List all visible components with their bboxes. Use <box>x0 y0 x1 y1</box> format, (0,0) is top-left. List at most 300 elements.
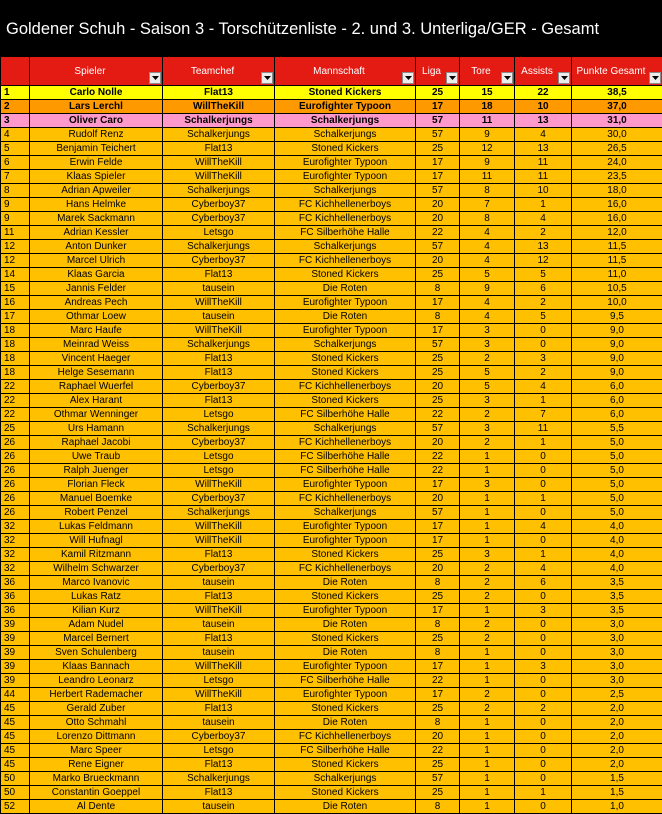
assists-cell: 2 <box>515 296 572 310</box>
table-row <box>1 408 662 422</box>
liga-cell: 57 <box>416 338 460 352</box>
rank-cell: 3 <box>1 114 30 128</box>
rank-cell: 11 <box>1 226 30 240</box>
rank-cell: 32 <box>1 562 30 576</box>
assists-cell: 0 <box>515 646 572 660</box>
goals-cell: 2 <box>460 408 515 422</box>
table-row <box>1 226 662 240</box>
teamchef-cell: Flat13 <box>163 352 275 366</box>
table-body <box>1 86 662 814</box>
teamchef-cell: Schalkerjungs <box>163 184 275 198</box>
team-cell: Die Roten <box>275 716 416 730</box>
goals-cell: 2 <box>460 702 515 716</box>
goals-cell: 8 <box>460 212 515 226</box>
scorer-table <box>0 56 662 814</box>
assists-cell: 3 <box>515 660 572 674</box>
assists-cell: 5 <box>515 310 572 324</box>
assists-cell: 4 <box>515 562 572 576</box>
table-row <box>1 114 662 128</box>
goals-cell: 1 <box>460 520 515 534</box>
teamchef-cell: WillTheKill <box>163 478 275 492</box>
assists-cell: 0 <box>515 772 572 786</box>
liga-cell: 57 <box>416 240 460 254</box>
assists-cell: 0 <box>515 618 572 632</box>
teamchef-cell: Cyberboy37 <box>163 562 275 576</box>
rank-cell: 36 <box>1 576 30 590</box>
table-row <box>1 254 662 268</box>
rank-cell: 26 <box>1 492 30 506</box>
points-cell: 2,5 <box>572 688 662 702</box>
table-row <box>1 268 662 282</box>
column-header-teamchef: Teamchef <box>163 57 275 86</box>
liga-cell: 57 <box>416 184 460 198</box>
rank-cell: 22 <box>1 408 30 422</box>
rank-cell: 18 <box>1 352 30 366</box>
team-cell: FC Silberhöhe Halle <box>275 464 416 478</box>
teamchef-cell: tausein <box>163 646 275 660</box>
table-row <box>1 184 662 198</box>
goals-cell: 11 <box>460 114 515 128</box>
column-header-spieler: Spieler <box>30 57 163 86</box>
rank-cell: 39 <box>1 674 30 688</box>
player-cell: Florian Fleck <box>30 478 163 492</box>
goals-cell: 9 <box>460 282 515 296</box>
table-row <box>1 352 662 366</box>
dropdown-arrow-icon[interactable] <box>446 72 458 84</box>
liga-cell: 25 <box>416 758 460 772</box>
page-title: Goldener Schuh - Saison 3 - Torschützenliste - 2. und 3. Unterliga/GER - Gesamt <box>0 0 662 56</box>
teamchef-cell: Flat13 <box>163 548 275 562</box>
liga-cell: 22 <box>416 226 460 240</box>
goals-cell: 1 <box>460 800 515 814</box>
rank-cell: 50 <box>1 772 30 786</box>
team-cell: Stoned Kickers <box>275 394 416 408</box>
rank-cell: 14 <box>1 268 30 282</box>
assists-cell: 0 <box>515 800 572 814</box>
table-row <box>1 744 662 758</box>
liga-cell: 25 <box>416 590 460 604</box>
goals-cell: 2 <box>460 632 515 646</box>
teamchef-cell: Flat13 <box>163 786 275 800</box>
table-row <box>1 240 662 254</box>
rank-cell: 26 <box>1 506 30 520</box>
assists-cell: 0 <box>515 744 572 758</box>
rank-cell: 52 <box>1 800 30 814</box>
player-cell: Uwe Traub <box>30 450 163 464</box>
teamchef-cell: tausein <box>163 282 275 296</box>
rank-cell: 45 <box>1 716 30 730</box>
player-cell: Adrian Apweiler <box>30 184 163 198</box>
liga-cell: 20 <box>416 562 460 576</box>
table-row <box>1 590 662 604</box>
player-cell: Marek Sackmann <box>30 212 163 226</box>
teamchef-cell: WillTheKill <box>163 520 275 534</box>
dropdown-arrow-icon[interactable] <box>402 72 414 84</box>
points-cell: 18,0 <box>572 184 662 198</box>
team-cell: Schalkerjungs <box>275 772 416 786</box>
team-cell: Eurofighter Typoon <box>275 520 416 534</box>
table-row <box>1 86 662 100</box>
liga-cell: 8 <box>416 282 460 296</box>
assists-cell: 0 <box>515 534 572 548</box>
teamchef-cell: Schalkerjungs <box>163 114 275 128</box>
assists-cell: 13 <box>515 240 572 254</box>
rank-cell: 6 <box>1 156 30 170</box>
assists-cell: 13 <box>515 114 572 128</box>
team-cell: Die Roten <box>275 576 416 590</box>
table-row <box>1 674 662 688</box>
teamchef-cell: Letsgo <box>163 226 275 240</box>
player-cell: Rene Eigner <box>30 758 163 772</box>
dropdown-arrow-icon[interactable] <box>149 72 161 84</box>
goals-cell: 3 <box>460 422 515 436</box>
rank-cell: 32 <box>1 520 30 534</box>
teamchef-cell: tausein <box>163 576 275 590</box>
rank-cell: 9 <box>1 198 30 212</box>
goals-cell: 4 <box>460 226 515 240</box>
player-cell: Marc Haufe <box>30 324 163 338</box>
liga-cell: 17 <box>416 604 460 618</box>
player-cell: Meinrad Weiss <box>30 338 163 352</box>
teamchef-cell: tausein <box>163 800 275 814</box>
teamchef-cell: Flat13 <box>163 702 275 716</box>
points-cell: 5,0 <box>572 450 662 464</box>
rank-cell: 26 <box>1 478 30 492</box>
dropdown-arrow-icon[interactable] <box>558 72 570 84</box>
teamchef-cell: Letsgo <box>163 464 275 478</box>
goals-cell: 1 <box>460 716 515 730</box>
goals-cell: 4 <box>460 254 515 268</box>
points-cell: 9,0 <box>572 352 662 366</box>
goals-cell: 1 <box>460 786 515 800</box>
rank-cell: 39 <box>1 646 30 660</box>
team-cell: Stoned Kickers <box>275 352 416 366</box>
goals-cell: 18 <box>460 100 515 114</box>
player-cell: Hans Helmke <box>30 198 163 212</box>
teamchef-cell: WillTheKill <box>163 170 275 184</box>
teamchef-cell: WillTheKill <box>163 534 275 548</box>
liga-cell: 17 <box>416 478 460 492</box>
teamchef-cell: tausein <box>163 310 275 324</box>
team-cell: FC Silberhöhe Halle <box>275 226 416 240</box>
table-row <box>1 436 662 450</box>
table-row <box>1 604 662 618</box>
rank-cell: 2 <box>1 100 30 114</box>
goals-cell: 2 <box>460 576 515 590</box>
table-row <box>1 520 662 534</box>
points-cell: 16,0 <box>572 212 662 226</box>
goals-cell: 1 <box>460 464 515 478</box>
assists-cell: 11 <box>515 156 572 170</box>
rank-cell: 17 <box>1 310 30 324</box>
assists-cell: 2 <box>515 226 572 240</box>
team-cell: Stoned Kickers <box>275 142 416 156</box>
goals-cell: 1 <box>460 758 515 772</box>
goals-cell: 5 <box>460 268 515 282</box>
team-cell: Eurofighter Typoon <box>275 156 416 170</box>
team-cell: Stoned Kickers <box>275 366 416 380</box>
points-cell: 3,5 <box>572 576 662 590</box>
team-cell: Schalkerjungs <box>275 128 416 142</box>
dropdown-arrow-icon[interactable] <box>501 72 513 84</box>
points-cell: 37,0 <box>572 100 662 114</box>
points-cell: 9,5 <box>572 310 662 324</box>
table-row <box>1 758 662 772</box>
goals-cell: 1 <box>460 492 515 506</box>
liga-cell: 25 <box>416 632 460 646</box>
table-row <box>1 128 662 142</box>
team-cell: Die Roten <box>275 282 416 296</box>
table-row <box>1 618 662 632</box>
table-row <box>1 156 662 170</box>
team-cell: Eurofighter Typoon <box>275 688 416 702</box>
table-row <box>1 730 662 744</box>
team-cell: FC Silberhöhe Halle <box>275 408 416 422</box>
rank-cell: 18 <box>1 324 30 338</box>
liga-cell: 17 <box>416 156 460 170</box>
table-row <box>1 380 662 394</box>
assists-cell: 5 <box>515 268 572 282</box>
points-cell: 3,0 <box>572 618 662 632</box>
table-row <box>1 478 662 492</box>
points-cell: 4,0 <box>572 520 662 534</box>
team-cell: FC Kichhellenerboys <box>275 492 416 506</box>
table-row <box>1 548 662 562</box>
player-cell: Othmar Loew <box>30 310 163 324</box>
goals-cell: 3 <box>460 394 515 408</box>
team-cell: Eurofighter Typoon <box>275 324 416 338</box>
assists-cell: 0 <box>515 590 572 604</box>
rank-cell: 36 <box>1 590 30 604</box>
goals-cell: 2 <box>460 688 515 702</box>
player-cell: Oliver Caro <box>30 114 163 128</box>
points-cell: 5,0 <box>572 436 662 450</box>
points-cell: 10,5 <box>572 282 662 296</box>
liga-cell: 8 <box>416 800 460 814</box>
dropdown-arrow-icon[interactable] <box>649 72 661 84</box>
teamchef-cell: WillTheKill <box>163 604 275 618</box>
goals-cell: 2 <box>460 352 515 366</box>
liga-cell: 22 <box>416 744 460 758</box>
table-row <box>1 800 662 814</box>
player-cell: Carlo Nolle <box>30 86 163 100</box>
table-row <box>1 786 662 800</box>
table-row <box>1 394 662 408</box>
liga-cell: 25 <box>416 366 460 380</box>
goals-cell: 3 <box>460 324 515 338</box>
column-header-mannschaft: Mannschaft <box>275 57 416 86</box>
points-cell: 2,0 <box>572 716 662 730</box>
rank-cell: 12 <box>1 254 30 268</box>
points-cell: 4,0 <box>572 534 662 548</box>
player-cell: Alex Harant <box>30 394 163 408</box>
table-row <box>1 688 662 702</box>
rank-cell: 25 <box>1 422 30 436</box>
player-cell: Lukas Feldmann <box>30 520 163 534</box>
liga-cell: 25 <box>416 268 460 282</box>
goals-cell: 2 <box>460 590 515 604</box>
table-row <box>1 212 662 226</box>
teamchef-cell: Letsgo <box>163 674 275 688</box>
points-cell: 2,0 <box>572 744 662 758</box>
table-row <box>1 702 662 716</box>
player-cell: Raphael Jacobi <box>30 436 163 450</box>
assists-cell: 0 <box>515 632 572 646</box>
liga-cell: 25 <box>416 786 460 800</box>
goals-cell: 5 <box>460 380 515 394</box>
assists-cell: 11 <box>515 422 572 436</box>
teamchef-cell: WillTheKill <box>163 324 275 338</box>
player-cell: Kilian Kurz <box>30 604 163 618</box>
liga-cell: 20 <box>416 492 460 506</box>
player-cell: Lukas Ratz <box>30 590 163 604</box>
player-cell: Sven Schulenberg <box>30 646 163 660</box>
rank-cell: 1 <box>1 86 30 100</box>
table-row <box>1 142 662 156</box>
team-cell: Stoned Kickers <box>275 86 416 100</box>
teamchef-cell: tausein <box>163 618 275 632</box>
table-row <box>1 170 662 184</box>
liga-cell: 17 <box>416 296 460 310</box>
assists-cell: 6 <box>515 576 572 590</box>
player-cell: Robert Penzel <box>30 506 163 520</box>
points-cell: 1,5 <box>572 786 662 800</box>
player-cell: Al Dente <box>30 800 163 814</box>
team-cell: Stoned Kickers <box>275 702 416 716</box>
rank-cell: 45 <box>1 758 30 772</box>
rank-cell: 5 <box>1 142 30 156</box>
teamchef-cell: WillTheKill <box>163 688 275 702</box>
goals-cell: 5 <box>460 366 515 380</box>
points-cell: 11,0 <box>572 268 662 282</box>
points-cell: 12,0 <box>572 226 662 240</box>
team-cell: Schalkerjungs <box>275 338 416 352</box>
goals-cell: 2 <box>460 562 515 576</box>
teamchef-cell: Cyberboy37 <box>163 380 275 394</box>
player-cell: Marcel Ulrich <box>30 254 163 268</box>
dropdown-arrow-icon[interactable] <box>261 72 273 84</box>
points-cell: 2,0 <box>572 702 662 716</box>
points-cell: 3,5 <box>572 604 662 618</box>
teamchef-cell: WillTheKill <box>163 296 275 310</box>
goals-cell: 9 <box>460 128 515 142</box>
points-cell: 24,0 <box>572 156 662 170</box>
goals-cell: 1 <box>460 506 515 520</box>
liga-cell: 8 <box>416 310 460 324</box>
liga-cell: 20 <box>416 198 460 212</box>
goals-cell: 1 <box>460 604 515 618</box>
rank-cell: 15 <box>1 282 30 296</box>
assists-cell: 1 <box>515 394 572 408</box>
teamchef-cell: Letsgo <box>163 744 275 758</box>
goals-cell: 1 <box>460 772 515 786</box>
points-cell: 16,0 <box>572 198 662 212</box>
player-cell: Manuel Boemke <box>30 492 163 506</box>
assists-cell: 2 <box>515 702 572 716</box>
rank-cell: 32 <box>1 534 30 548</box>
points-cell: 6,0 <box>572 408 662 422</box>
player-cell: Adrian Kessler <box>30 226 163 240</box>
player-cell: Marcel Bernert <box>30 632 163 646</box>
goals-cell: 1 <box>460 744 515 758</box>
teamchef-cell: Schalkerjungs <box>163 338 275 352</box>
table-row <box>1 534 662 548</box>
teamchef-cell: Flat13 <box>163 632 275 646</box>
assists-cell: 6 <box>515 282 572 296</box>
column-header-punkte-gesamt: Punkte Gesamt <box>572 57 662 86</box>
goals-cell: 1 <box>460 730 515 744</box>
table-row <box>1 562 662 576</box>
goals-cell: 4 <box>460 296 515 310</box>
goals-cell: 9 <box>460 156 515 170</box>
team-cell: Eurofighter Typoon <box>275 296 416 310</box>
rank-cell: 50 <box>1 786 30 800</box>
liga-cell: 57 <box>416 506 460 520</box>
table-row <box>1 660 662 674</box>
team-cell: Stoned Kickers <box>275 268 416 282</box>
liga-cell: 25 <box>416 548 460 562</box>
team-cell: Eurofighter Typoon <box>275 534 416 548</box>
player-cell: Klaas Garcia <box>30 268 163 282</box>
table-row <box>1 198 662 212</box>
team-cell: FC Silberhöhe Halle <box>275 674 416 688</box>
liga-cell: 22 <box>416 674 460 688</box>
assists-cell: 2 <box>515 366 572 380</box>
team-cell: Schalkerjungs <box>275 184 416 198</box>
goals-cell: 1 <box>460 646 515 660</box>
liga-cell: 17 <box>416 100 460 114</box>
teamchef-cell: Cyberboy37 <box>163 212 275 226</box>
teamchef-cell: Schalkerjungs <box>163 422 275 436</box>
liga-cell: 8 <box>416 576 460 590</box>
points-cell: 3,0 <box>572 632 662 646</box>
points-cell: 3,0 <box>572 660 662 674</box>
assists-cell: 3 <box>515 604 572 618</box>
team-cell: FC Kichhellenerboys <box>275 380 416 394</box>
liga-cell: 17 <box>416 660 460 674</box>
assists-cell: 3 <box>515 352 572 366</box>
player-cell: Rudolf Renz <box>30 128 163 142</box>
goals-cell: 7 <box>460 198 515 212</box>
goals-cell: 4 <box>460 310 515 324</box>
points-cell: 4,0 <box>572 548 662 562</box>
player-cell: Jannis Felder <box>30 282 163 296</box>
points-cell: 5,0 <box>572 492 662 506</box>
goals-cell: 2 <box>460 618 515 632</box>
team-cell: Eurofighter Typoon <box>275 100 416 114</box>
rank-cell: 26 <box>1 464 30 478</box>
team-cell: FC Kichhellenerboys <box>275 730 416 744</box>
player-cell: Raphael Wuerfel <box>30 380 163 394</box>
team-cell: Stoned Kickers <box>275 548 416 562</box>
player-cell: Klaas Bannach <box>30 660 163 674</box>
team-cell: FC Kichhellenerboys <box>275 198 416 212</box>
team-cell: Eurofighter Typoon <box>275 660 416 674</box>
teamchef-cell: tausein <box>163 716 275 730</box>
assists-cell: 0 <box>515 324 572 338</box>
rank-cell: 36 <box>1 604 30 618</box>
points-cell: 2,0 <box>572 758 662 772</box>
points-cell: 5,0 <box>572 478 662 492</box>
player-cell: Kamil Ritzmann <box>30 548 163 562</box>
table-row <box>1 464 662 478</box>
liga-cell: 57 <box>416 422 460 436</box>
teamchef-cell: Flat13 <box>163 86 275 100</box>
rank-cell: 7 <box>1 170 30 184</box>
team-cell: Die Roten <box>275 800 416 814</box>
assists-cell: 0 <box>515 338 572 352</box>
team-cell: Die Roten <box>275 618 416 632</box>
